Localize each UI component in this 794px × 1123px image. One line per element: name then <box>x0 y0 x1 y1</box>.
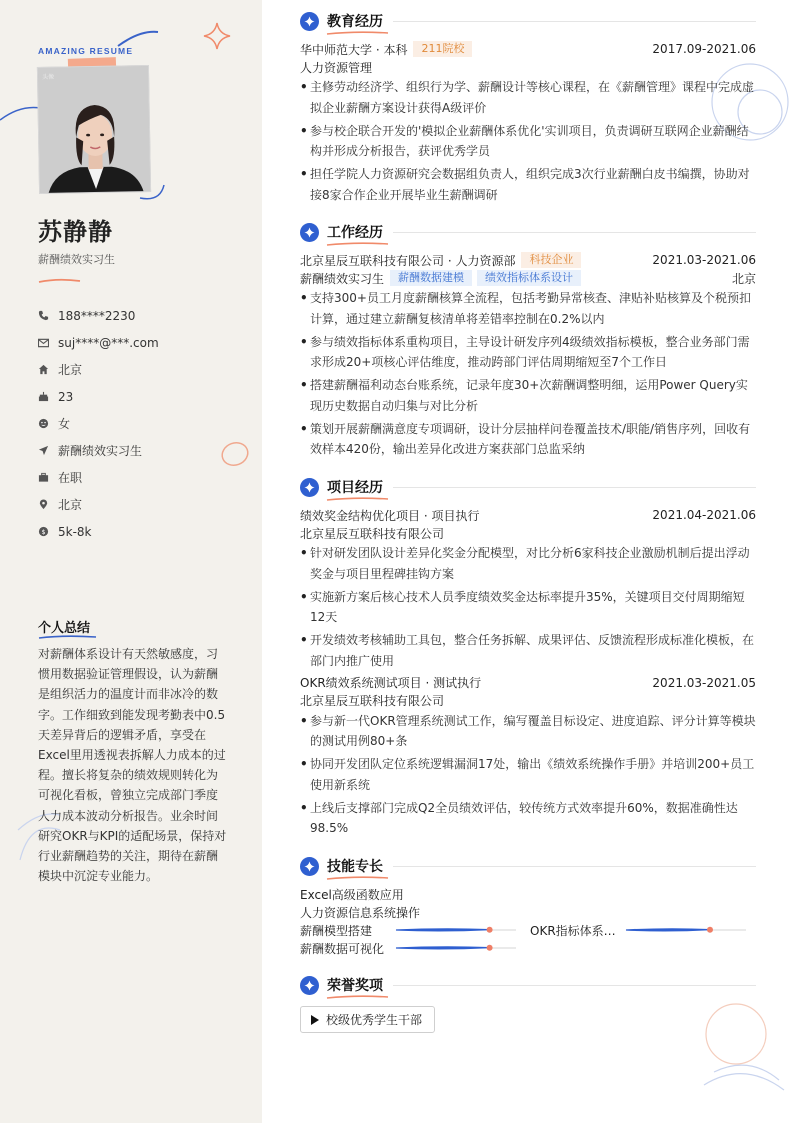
info-value: 薪酬绩效实习生 <box>58 444 143 458</box>
project-company: 北京星辰互联科技有限公司 <box>300 526 445 541</box>
section-title: 技能专长 <box>327 859 383 875</box>
star-badge-icon <box>300 976 319 995</box>
info-gender <box>38 410 248 437</box>
list-item: • 主修劳动经济学、组织行为学、薪酬设计等核心课程，在《薪酬管理》课程中完成虚拟企业薪酬方案设计获得A级评价 <box>300 77 756 118</box>
location-icon <box>38 499 58 510</box>
star-badge-icon <box>300 223 319 242</box>
project-company: 北京星辰互联科技有限公司 <box>300 694 445 708</box>
skill-bar-fill <box>396 947 490 949</box>
project-company-row <box>300 524 756 542</box>
info-hometown <box>38 356 248 383</box>
sparkle-icon <box>202 21 232 51</box>
info-value: 23 <box>58 389 74 404</box>
info-email <box>38 329 248 356</box>
work-date: 2021.03-2021.06 <box>652 253 756 267</box>
info-value: 北京 <box>58 498 83 512</box>
school-tag: 211院校 <box>413 41 472 57</box>
section-divider <box>393 866 756 867</box>
star-badge-icon <box>300 857 319 876</box>
company-name: 北京星辰互联科技有限公司 · 人力资源部 <box>300 253 516 268</box>
skill-name: 薪酬数据可视化 <box>300 941 385 956</box>
project-bullets <box>300 711 756 839</box>
education-date: 2017.09-2021.06 <box>652 42 756 56</box>
section-education <box>300 8 756 208</box>
project-item <box>300 674 756 839</box>
svg-text:$: $ <box>41 527 46 536</box>
section-projects <box>300 474 756 841</box>
section-title: 教育经历 <box>327 14 383 30</box>
skill-item <box>300 903 756 921</box>
section-underline <box>326 496 390 502</box>
info-value: 女 <box>58 417 71 431</box>
info-value: 5k-8k <box>58 524 92 539</box>
skill-name: 薪酬模型搭建 <box>300 923 373 938</box>
gender-icon <box>38 418 58 429</box>
section-divider <box>393 487 756 488</box>
sidebar <box>0 0 262 1123</box>
info-value: 在职 <box>58 471 83 485</box>
cake-icon <box>38 391 58 402</box>
project-header-row <box>300 506 756 524</box>
skill-bar-fill <box>396 929 490 931</box>
project-company-row <box>300 692 756 710</box>
list-item: • 参与校企联合开发的'模拟企业薪酬体系优化'实训项目，负责调研互联网企业薪酬结构并形成分析报告，获评优秀学员 <box>300 121 756 162</box>
briefcase-icon <box>38 472 58 483</box>
skill-level-bar <box>392 925 520 935</box>
project-item <box>300 506 756 671</box>
skill-item <box>300 921 756 939</box>
position: 薪酬绩效实习生 <box>300 271 385 286</box>
star-badge-icon <box>300 478 319 497</box>
skill-bar-fill <box>626 929 710 931</box>
section-divider <box>393 232 756 233</box>
info-value: 188****2230 <box>58 308 136 323</box>
award-label: 校级优秀学生干部 <box>326 1013 423 1027</box>
star-badge-icon <box>300 12 319 31</box>
project-date: 2021.04-2021.06 <box>652 508 756 522</box>
section-underline <box>326 994 390 1000</box>
project-date: 2021.03-2021.05 <box>652 675 756 690</box>
summary-title: 个人总结 <box>38 621 91 636</box>
info-status <box>38 464 248 491</box>
work-city: 北京 <box>731 271 756 286</box>
section-work <box>300 219 756 462</box>
brand-label: AMAZING RESUME <box>38 46 134 56</box>
money-icon <box>38 526 58 537</box>
list-item: • 针对研发团队设计差异化奖金分配模型，对比分析6家科技企业激励机制后提出浮动奖金与项目里程碑挂钩方案 <box>300 543 756 584</box>
skill-level-bar <box>622 925 750 935</box>
section-awards <box>300 972 756 1033</box>
education-major-row <box>300 58 756 76</box>
project-name: OKR绩效系统测试项目 · 测试执行 <box>300 676 482 690</box>
work-header-row <box>300 251 756 269</box>
home-icon <box>38 364 58 375</box>
photo-label: 头像 <box>42 73 55 81</box>
skill-level-bar <box>392 943 520 953</box>
candidate-role: 薪酬绩效实习生 <box>38 253 115 266</box>
section-title: 工作经历 <box>327 225 383 241</box>
skill-bar-marker <box>707 927 713 933</box>
section-header <box>300 8 756 34</box>
list-item: • 上线后支撑部门完成Q2全员绩效评估，较传统方式效率提升60%，数据准确性达98.5% <box>300 798 756 839</box>
contact-info-list <box>38 302 248 545</box>
awards-list <box>300 1006 756 1033</box>
info-phone <box>38 302 248 329</box>
section-header <box>300 853 756 879</box>
skill-name: 人力资源信息系统操作 <box>300 905 421 920</box>
list-item: • 担任学院人力资源研究会数据组负责人，组织完成3次行业薪酬白皮书编撰，协助对接8家合作企业开展毕业生薪酬调研 <box>300 164 756 205</box>
avatar <box>37 65 151 194</box>
skill-name: OKR指标体系… <box>530 923 616 938</box>
education-header-row <box>300 40 756 58</box>
list-item: • 策划开展薪酬满意度专项调研，设计分层抽样问卷覆盖技术/职能/销售序列，回收有效样本420份，输出差异化改进方案获部门总监采纳 <box>300 419 756 460</box>
section-divider <box>393 985 756 986</box>
info-salary <box>38 518 248 545</box>
section-divider <box>393 21 756 22</box>
info-target-role <box>38 437 248 464</box>
portrait-illustration <box>38 66 151 194</box>
summary-text: 对薪酬体系设计有天然敏感度，习惯用数据验证管理假设，认为薪酬是组织活力的温度计而非冰冷的数字。工作细致到能发现考勤表中0.5天差异背后的逻辑矛盾，享受在Excel里用透视表拆解人力成本的过程。擅长将复杂的绩效规则转化为可视化看板，曾独立完成部门季度人力成本波动分析报告。业余时间研究OKR与KPI的适配场景，保持对行业薪酬趋势的关注，期待在薪酬模块中沉淀专业能力。 <box>38 647 227 884</box>
list-item: • 协同开发团队定位系统逻辑漏洞17处，输出《绩效系统操作手册》并培训200+员工使用新系统 <box>300 754 756 795</box>
send-icon <box>38 445 58 456</box>
section-title: 荣誉奖项 <box>327 978 383 994</box>
section-skills <box>300 853 756 957</box>
section-header <box>300 972 756 998</box>
skill-tag: 薪酬数据建模 <box>390 270 472 286</box>
project-header-row <box>300 674 756 692</box>
info-value: suj****@***.com <box>58 335 159 350</box>
skill-bar-marker <box>487 927 493 933</box>
project-name: 绩效奖金结构优化项目 · 项目执行 <box>300 508 480 523</box>
work-position-row <box>300 269 756 287</box>
role-underline <box>38 278 82 284</box>
section-title: 项目经历 <box>327 480 383 496</box>
school-name: 华中师范大学 · 本科 <box>300 42 408 57</box>
list-item: • 参与新一代OKR管理系统测试工作，编写覆盖目标设定、进度追踪、评分计算等模块的测试用例80+条 <box>300 711 756 752</box>
section-header <box>300 474 756 500</box>
skill-tag: 绩效指标体系设计 <box>477 270 581 286</box>
list-item: • 搭建薪酬福利动态台账系统，记录年度30+次薪酬调整明细，运用Power Query实现历史数据自动归集与对比分析 <box>300 375 756 416</box>
info-location <box>38 491 248 518</box>
info-value: 北京 <box>58 363 83 377</box>
work-bullets <box>300 288 756 460</box>
candidate-name: 苏静静 <box>38 219 113 246</box>
phone-icon <box>38 310 58 321</box>
info-age <box>38 383 248 410</box>
company-tag: 科技企业 <box>521 252 581 268</box>
section-header <box>300 219 756 245</box>
skill-name: Excel高级函数应用 <box>300 887 404 902</box>
skill-item <box>300 885 756 903</box>
award-item[interactable] <box>300 1006 435 1033</box>
section-underline <box>326 875 390 881</box>
summary-underline <box>38 634 98 640</box>
major: 人力资源管理 <box>300 60 373 75</box>
list-item: • 开发绩效考核辅助工具包，整合任务拆解、成果评估、反馈流程形成标准化模板，在部门内推广使用 <box>300 630 756 671</box>
play-icon <box>311 1015 319 1025</box>
project-bullets <box>300 543 756 671</box>
list-item: • 参与绩效指标体系重构项目，主导设计研发序列4级绩效指标模板，整合业务部门需求形成20+项核心评估维度，推动跨部门评估周期缩短至7个工作日 <box>300 332 756 373</box>
skill-item <box>300 939 756 957</box>
education-bullets <box>300 77 756 205</box>
list-item: • 支持300+员工月度薪酬核算全流程，包括考勤异常核查、津贴补贴核算及个税预扣计算，通过建立薪酬复核清单将差错率控制在0.2%以内 <box>300 288 756 329</box>
mail-icon <box>38 338 58 348</box>
skills-list <box>300 885 756 957</box>
skill-bar-marker <box>487 945 493 951</box>
section-underline <box>326 30 390 36</box>
list-item: • 实施新方案后核心技术人员季度绩效奖金达标率提升35%，关键项目交付周期缩短12天 <box>300 587 756 628</box>
section-underline <box>326 241 390 247</box>
